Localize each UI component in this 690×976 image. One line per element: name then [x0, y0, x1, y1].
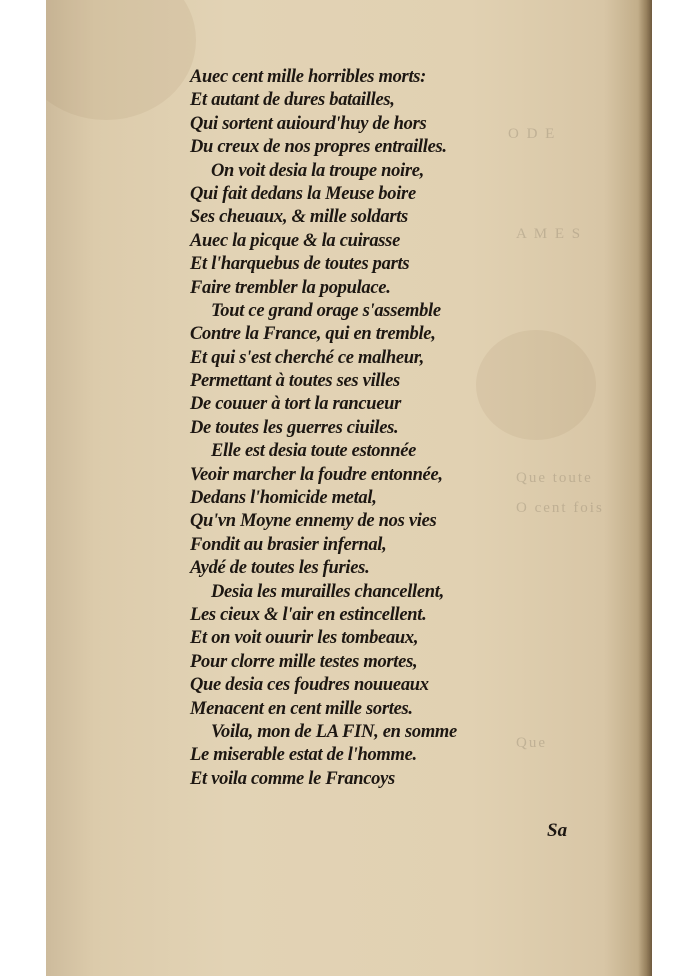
- verse-line: Desia les murailles chancellent,: [211, 581, 444, 602]
- show-through-text: Que toute: [516, 470, 593, 486]
- show-through-text: A M E S: [516, 226, 583, 242]
- verse-line: Les cieux & l'air en estincellent.: [190, 604, 427, 625]
- verse-line: Auec la picque & la cuirasse: [190, 230, 400, 251]
- verse-line: Que desia ces foudres nouueaux: [190, 675, 429, 696]
- show-through-text: O cent fois: [516, 500, 604, 516]
- verse-line: Du creux de nos propres entrailles.: [190, 137, 447, 158]
- verse-line: Elle est desia toute estonnée: [211, 441, 417, 462]
- poem-text: [190, 66, 520, 791]
- show-through-text: O D E: [508, 126, 557, 142]
- verse-line: Faire trembler la populace.: [190, 277, 391, 298]
- verse-line: Aydé de toutes les furies.: [190, 558, 370, 579]
- verse-line: Auec cent mille horribles morts:: [190, 67, 427, 87]
- show-through-text: Que: [516, 735, 547, 751]
- verse-line: Veoir marcher la foudre entonnée,: [190, 464, 443, 485]
- verse-line: Le miserable estat de l'homme.: [190, 745, 417, 766]
- verse-line: Menacent en cent mille sortes.: [190, 698, 413, 719]
- verse-line: Et voila comme le Francoys: [190, 768, 395, 789]
- verse-line: Et on voit ouurir les tombeaux,: [190, 628, 419, 649]
- verse-line: Tout ce grand orage s'assemble: [211, 300, 441, 321]
- verse-line: Qui fait dedans la Meuse boire: [190, 183, 416, 204]
- verse-line: Et autant de dures batailles,: [190, 90, 395, 111]
- verse-line: Contre la France, qui en tremble,: [190, 324, 436, 345]
- verse-line: Permettant à toutes ses villes: [190, 371, 400, 392]
- verse-line: Qui sortent auiourd'huy de hors: [190, 113, 427, 134]
- verse-line: Et qui s'est cherché ce malheur,: [190, 347, 424, 368]
- paper-stain: [46, 0, 196, 120]
- verse-line: Voila, mon de LA FIN, en somme: [211, 721, 457, 742]
- verse-line: Et l'harquebus de toutes parts: [190, 254, 410, 275]
- verse-line: Dedans l'homicide metal,: [190, 488, 377, 509]
- verse-line: De toutes les guerres ciuiles.: [190, 417, 399, 438]
- verse-line: De couuer à tort la rancueur: [190, 394, 402, 415]
- verse-line: Pour clorre mille testes mortes,: [190, 651, 418, 672]
- verse-line: On voit desia la troupe noire,: [211, 160, 425, 181]
- verse-line: Ses cheuaux, & mille soldarts: [190, 207, 408, 228]
- verse-line: Qu'vn Moyne ennemy de nos vies: [190, 511, 437, 532]
- catchword: Sa: [547, 820, 568, 841]
- verse-line: Fondit au brasier infernal,: [190, 534, 387, 555]
